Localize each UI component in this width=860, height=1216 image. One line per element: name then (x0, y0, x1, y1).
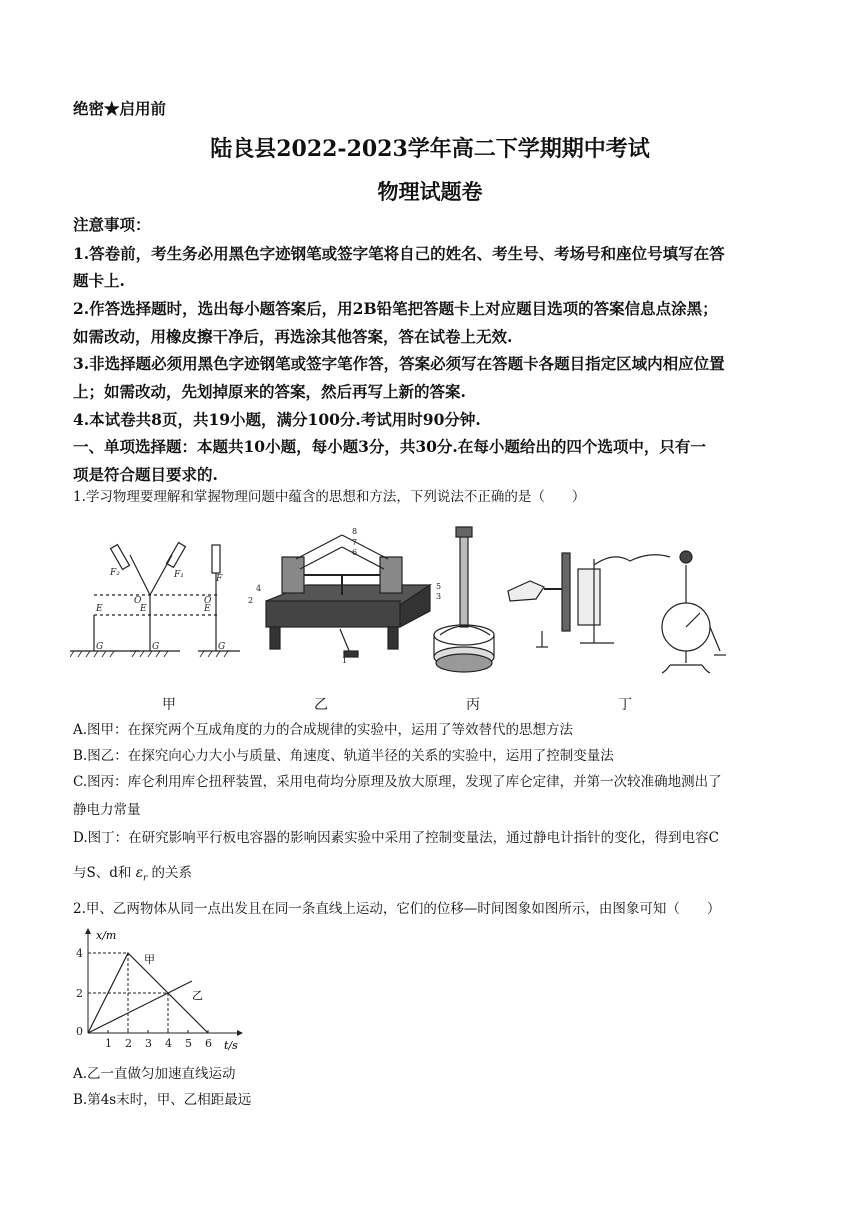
figure-yi (266, 535, 430, 657)
q1-option-d-line-1: D.图丁：在研究影响平行板电容器的影响因素实验中采用了控制变量法，通过静电计指针的变化，得到电容C (73, 830, 719, 846)
caption-ding: 丁 (618, 697, 632, 713)
page-subtitle: 物理试题卷 (377, 179, 483, 204)
y-tick-label-2: 2 (76, 987, 83, 1000)
epsilon-symbol: ε (135, 865, 143, 881)
label-n6: 6 (352, 548, 358, 557)
x-tick-label-4: 4 (165, 1037, 172, 1050)
x-axis-label: t/s (224, 1039, 238, 1052)
notice-line-2: 题卡上. (73, 271, 125, 290)
notice-heading: 注意事项： (73, 215, 151, 234)
q1-option-c-line-2: 静电力常量 (73, 802, 141, 818)
label-n5: 5 (436, 582, 442, 591)
q1-figures (70, 525, 790, 690)
caption-bing: 丙 (466, 697, 480, 713)
notice-line-3: 2.作答选择题时，选出每小题答案后，用2B铅笔把答题卡上对应题目选项的答案信息点涂黑； (73, 299, 718, 318)
notice-line-6: 上；如需改动，先划掉原来的答案，然后再写上新的答案. (73, 382, 466, 401)
q2-option-b: B.第4s末时，甲、乙相距最远 (73, 1092, 252, 1108)
label-e3: E (204, 604, 211, 614)
y-tick-label-4: 4 (76, 947, 83, 960)
x-tick-label-6: 6 (205, 1037, 212, 1050)
notice-line-5: 3.非选择题必须用黑色字迹钢笔或签字笔作答，答案必须写在答题卡各题目指定区域内相应位置 (73, 354, 725, 373)
q1-option-d-line-2 (73, 863, 192, 889)
q2-xt-chart (70, 925, 250, 1055)
caption-yi: 乙 (314, 697, 328, 713)
series-label-jia: 甲 (144, 953, 155, 966)
q1-option-d-post: 的关系 (151, 865, 193, 881)
x-tick-label-3: 3 (145, 1037, 152, 1050)
x-tick-label-0: 0 (76, 1025, 83, 1038)
q1-option-a: A.图甲：在探究两个互成角度的力的合成规律的实验中，运用了等效替代的思想方法 (73, 722, 574, 738)
section-heading-line-2: 项是符合题目要求的. (73, 465, 218, 484)
q1-option-c-line-1: C.图丙：库仑利用库仑扭秤装置，采用电荷均分原理及放大原理，发现了库仑定律，并第一次较准确地测出了 (73, 774, 722, 790)
x-tick-label-1: 1 (105, 1037, 112, 1050)
label-f1: F₁ (174, 570, 184, 580)
label-n7: 7 (352, 538, 358, 547)
label-n1: 1 (342, 656, 348, 665)
figure-ding (508, 551, 726, 673)
label-n4: 4 (256, 584, 262, 593)
figure-bing (434, 527, 494, 672)
label-n8: 8 (352, 527, 358, 536)
caption-jia: 甲 (162, 697, 176, 713)
label-e2: E (140, 604, 147, 614)
q1-option-b: B.图乙：在探究向心力大小与质量、角速度、轨道半径的关系的实验中，运用了控制变量法 (73, 748, 614, 764)
section-heading-line-1: 一、单项选择题：本题共10小题，每小题3分，共30分.在每小题给出的四个选项中，只有一 (73, 437, 706, 456)
x-tick-label-5: 5 (185, 1037, 192, 1050)
label-g3: G (218, 642, 226, 652)
epsilon-subscript: r (142, 873, 148, 884)
notice-line-4: 如需改动，用橡皮擦干净后，再选涂其他答案，答在试卷上无效. (73, 327, 513, 346)
q2-option-a: A.乙一直做匀加速直线运动 (73, 1066, 236, 1082)
page-title: 陆良县2022-2023学年高二下学期期中考试 (210, 136, 650, 162)
label-o2: O (204, 596, 212, 606)
q2-stem: 2.甲、乙两物体从同一点出发且在同一条直线上运动，它们的位移—时间图象如图所示，由图象可知（ ） (73, 901, 721, 917)
secret-mark: 绝密★启用前 (73, 99, 167, 118)
label-f: F (216, 574, 223, 584)
label-o1: O (134, 596, 142, 606)
series-label-yi: 乙 (192, 989, 203, 1002)
label-e1: E (96, 604, 103, 614)
label-n2: 2 (248, 596, 254, 605)
x-tick-label-2: 2 (125, 1037, 132, 1050)
q1-stem: 1.学习物理要理解和掌握物理问题中蕴含的思想和方法，下列说法不正确的是（ ） (73, 489, 586, 505)
label-f2: F₂ (110, 568, 120, 578)
label-n3: 3 (436, 592, 442, 601)
notice-line-7: 4.本试卷共8页，共19小题，满分100分.考试用时90分钟. (73, 410, 481, 429)
notice-line-1: 1.答卷前，考生务必用黑色字迹钢笔或签字笔将自己的姓名、考生号、考场号和座位号填写在答 (73, 244, 725, 263)
y-axis-label: x/m (96, 929, 117, 942)
figure-jia (70, 543, 240, 657)
label-g2: G (152, 642, 160, 652)
q1-option-d-pre: 与S、d和 (73, 865, 132, 881)
series-line-1 (88, 981, 192, 1033)
label-g1: G (96, 642, 104, 652)
